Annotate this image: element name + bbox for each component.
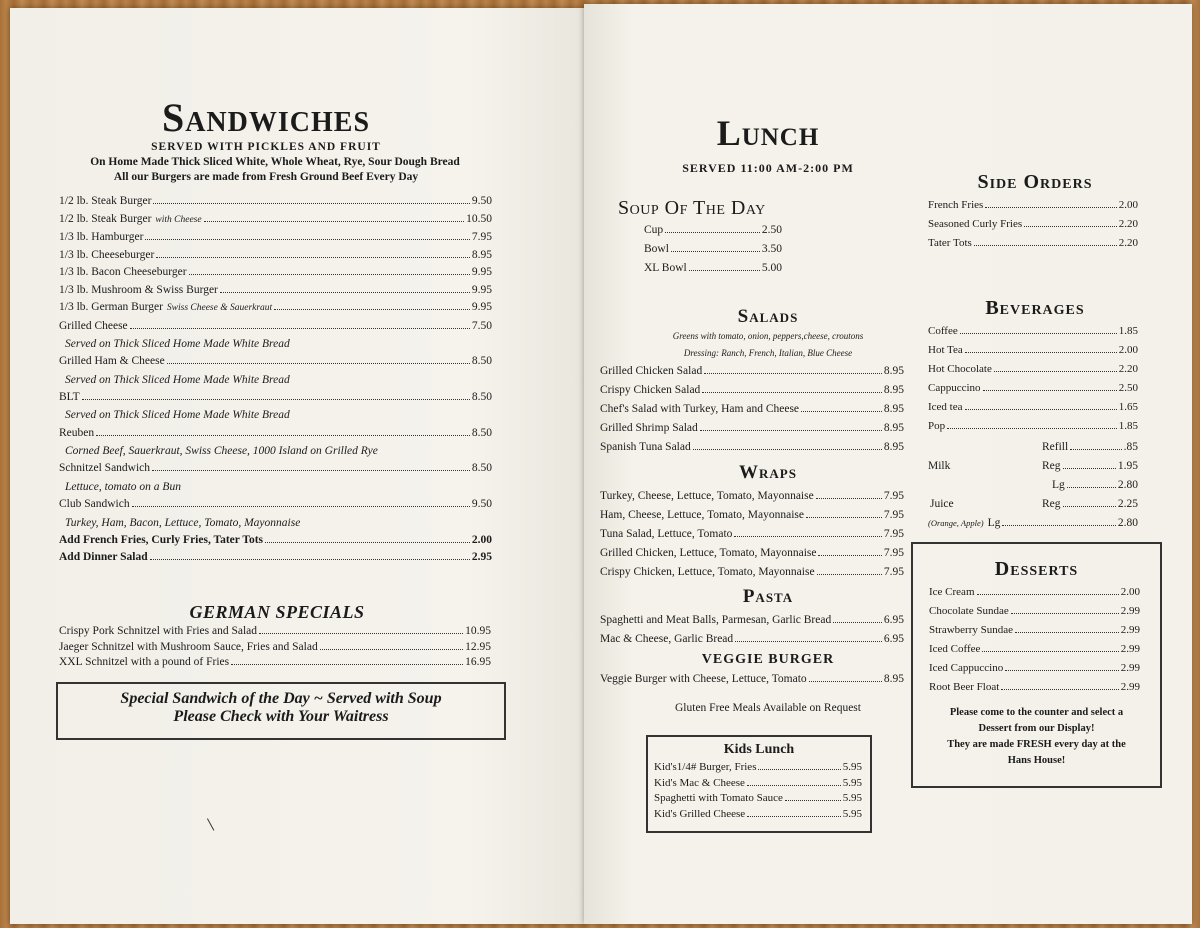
kids-lunch-list: [654, 760, 862, 822]
menu-item-name: French Fries: [928, 199, 984, 211]
german-specials-list: [59, 624, 491, 671]
menu-item-price: 2.00: [1120, 586, 1140, 598]
dot-leader: [960, 333, 1117, 334]
menu-item-name: Kid's1/4# Burger, Fries: [654, 761, 757, 773]
sandwiches-served-line: SERVED WITH PICKLES AND FRUIT: [151, 141, 381, 153]
menu-item-name: Kid's Grilled Cheese: [654, 807, 746, 820]
dot-leader: [265, 542, 470, 543]
dot-leader: [758, 769, 840, 770]
menu-item-name: Grilled Chicken Salad: [600, 365, 703, 377]
dot-leader: [153, 203, 469, 204]
beverage-refill-row: [928, 438, 1138, 456]
menu-item-price: 9.50: [471, 498, 492, 511]
menu-item-row: [929, 678, 1140, 697]
menu-item-row: [929, 640, 1140, 659]
dot-leader: [985, 207, 1116, 208]
menu-item-name: Club Sandwich: [59, 498, 130, 511]
menu-item-name: Chef's Salad with Turkey, Ham and Cheese: [600, 403, 800, 415]
dot-leader: [320, 649, 463, 650]
dot-leader: [1005, 670, 1119, 671]
menu-item-row: [928, 341, 1138, 360]
kids-lunch-box: [646, 735, 872, 833]
dot-leader: [1001, 689, 1118, 690]
menu-item-price: 8.50: [471, 462, 492, 475]
desserts-hans-house-note: Hans House!: [1007, 755, 1066, 766]
salads-title: Salads: [737, 306, 799, 327]
menu-item-row: [59, 640, 491, 656]
menu-item-name: Hot Chocolate: [928, 363, 992, 375]
menu-item-row: [600, 487, 904, 506]
menu-item-price: 8.95: [883, 422, 904, 434]
dot-leader: [977, 594, 1119, 595]
menu-item-row: [929, 659, 1140, 678]
menu-item-name: Spaghetti and Meat Balls, Parmesan, Garlic Bread: [600, 614, 832, 626]
menu-item-row: [644, 240, 782, 259]
menu-item-row: [59, 532, 492, 550]
milk-lg-label: Lg: [1052, 479, 1065, 491]
dot-leader: [801, 411, 882, 412]
dot-leader: [156, 257, 470, 258]
menu-item-row: [600, 506, 904, 525]
milk-label: Milk: [928, 460, 951, 472]
menu-item-name: Spaghetti with Tomato Sauce: [654, 792, 783, 804]
dot-leader: [274, 309, 470, 310]
menu-item-name: 1/3 lb. Cheeseburger: [59, 248, 155, 261]
special-sandwich-box: [56, 682, 506, 740]
veggie-burger-title: VEGGIE BURGER: [701, 652, 835, 667]
dot-leader: [818, 555, 881, 556]
menu-item-price: 16.95: [465, 656, 491, 668]
menu-item-price: 8.95: [883, 365, 904, 377]
item-description: Corned Beef, Sauerkraut, Swiss Cheese, 1000 Island on Grilled Rye: [65, 445, 378, 458]
menu-item-name: 1/3 lb. Bacon Cheeseburger: [59, 266, 187, 278]
juice-reg-price: 2.25: [1117, 498, 1138, 510]
menu-item-row: [928, 360, 1138, 379]
menu-item-name: Jaeger Schnitzel with Mushroom Sauce, Fries and Salad: [59, 640, 318, 653]
salads-list: [600, 362, 904, 457]
menu-item-price: 6.95: [883, 633, 904, 645]
menu-item-note: with Cheese: [155, 214, 202, 225]
menu-item-name: 1/2 lb. Steak Burger: [59, 195, 152, 207]
menu-item-row: [928, 322, 1138, 341]
menu-item-row: [600, 611, 904, 630]
menu-item-price: 7.95: [883, 547, 904, 559]
menu-item-price: 2.50: [761, 224, 782, 236]
item-description: Turkey, Ham, Bacon, Lettuce, Tomato, Mayonnaise: [65, 516, 301, 529]
menu-item-name: Ice Cream: [929, 586, 975, 598]
menu-item-row: [600, 544, 904, 563]
menu-item-row: [928, 234, 1138, 253]
wraps-title: Wraps: [739, 462, 797, 483]
menu-item-price: 5.95: [842, 776, 862, 789]
menu-item-price: 5.00: [761, 262, 782, 274]
menu-item-name: Mac & Cheese, Garlic Bread: [600, 633, 734, 645]
menu-item-price: 10.95: [465, 625, 491, 637]
menu-item-row: [59, 282, 492, 300]
menu-item-price: 5.95: [842, 807, 862, 820]
menu-item-name: Turkey, Cheese, Lettuce, Tomato, Mayonnaise: [600, 490, 814, 502]
item-description: Served on Thick Sliced Home Made White Bread: [65, 409, 290, 422]
menu-item-row: [928, 196, 1138, 215]
dot-leader: [665, 232, 760, 233]
menu-item-price: 7.95: [883, 528, 904, 540]
menu-item-row: [928, 417, 1138, 436]
menu-item-price: 7.95: [471, 231, 492, 243]
menu-item-row: [928, 379, 1138, 398]
menu-item-name: Veggie Burger with Cheese, Lettuce, Tomato: [600, 673, 807, 685]
dot-leader: [816, 498, 882, 499]
dot-leader: [145, 239, 469, 240]
menu-item-row: [600, 630, 904, 649]
menu-item-row: [928, 398, 1138, 417]
menu-item-name: Spanish Tuna Salad: [600, 441, 691, 453]
menu-item-name: Schnitzel Sandwich: [59, 462, 151, 475]
juice-reg-label: Reg: [1042, 498, 1061, 510]
sandwiches-title: Sandwiches: [161, 95, 371, 140]
lunch-title: Lunch: [716, 113, 820, 153]
menu-item-price: 6.95: [883, 614, 904, 626]
menu-item-row: [929, 621, 1140, 640]
menu-item-price: 1.85: [1118, 325, 1138, 337]
menu-item-price: 3.50: [761, 243, 782, 255]
menu-item-name: Grilled Chicken, Lettuce, Tomato, Mayonnaise: [600, 547, 817, 559]
dot-leader: [671, 251, 760, 252]
item-description: Served on Thick Sliced Home Made White Bread: [65, 338, 290, 350]
menu-item-name: Strawberry Sundae: [929, 624, 1014, 636]
dot-leader: [734, 536, 881, 537]
pasta-list: [600, 611, 904, 649]
desserts-fresh-note: They are made FRESH every day at the: [947, 739, 1126, 750]
sandwiches-burger-line: All our Burgers are made from Fresh Ground Beef Every Day: [113, 171, 419, 183]
dot-leader: [965, 409, 1117, 410]
menu-item-name: Iced Cappuccino: [929, 662, 1004, 674]
menu-item-name: Grilled Cheese: [59, 319, 128, 332]
gluten-free-note: Gluten Free Meals Available on Request: [675, 702, 861, 714]
dot-leader: [189, 274, 470, 275]
menu-item-name: XL Bowl: [644, 262, 687, 274]
menu-item-row: [59, 460, 492, 478]
side-orders-list: [928, 196, 1138, 253]
wraps-list: [600, 487, 904, 582]
menu-item-price: 8.95: [883, 673, 904, 685]
dot-leader: [96, 435, 470, 436]
dot-leader: [982, 651, 1118, 652]
menu-item-price: 2.20: [1118, 363, 1138, 375]
side-orders-title: Side Orders: [977, 171, 1093, 193]
soup-title: Soup Of The Day: [618, 197, 766, 219]
beverages-title: Beverages: [985, 297, 1085, 319]
menu-item-row: [59, 624, 491, 640]
menu-item-row: [929, 602, 1140, 621]
menu-item-price: 2.00: [1118, 199, 1138, 211]
menu-item-price: 2.99: [1120, 643, 1140, 655]
menu-item-name: 1/2 lb. Steak Burger: [59, 212, 152, 225]
item-description: Served on Thick Sliced Home Made White Bread: [65, 373, 290, 386]
menu-item-price: 7.50: [471, 319, 492, 332]
handwritten-mark: \: [204, 813, 217, 837]
menu-item-price: 2.99: [1120, 624, 1140, 636]
juice-lg-label: Lg: [987, 517, 1001, 529]
menu-item-row: [59, 655, 491, 671]
menu-item-row: [654, 760, 862, 776]
menu-item-price: 12.95: [465, 640, 491, 653]
dot-leader: [947, 428, 1117, 429]
menu-item-price: 8.95: [883, 384, 904, 396]
desserts-list: [929, 583, 1140, 697]
menu-item-row: [59, 211, 492, 230]
menu-item-name: Grilled Ham & Cheese: [59, 355, 165, 368]
menu-item-name: Grilled Shrimp Salad: [600, 422, 698, 434]
beverage-juice-row: [928, 495, 1138, 513]
menu-item-name: Crispy Chicken, Lettuce, Tomato, Mayonnaise: [600, 566, 815, 578]
menu-item-name: Hot Tea: [928, 344, 963, 356]
dot-leader: [130, 328, 470, 329]
menu-item-name: Iced Coffee: [929, 643, 981, 655]
menu-item-price: 7.95: [883, 566, 904, 578]
dot-leader: [1015, 632, 1119, 633]
menu-item-row: [59, 549, 492, 567]
menu-item-name: Tuna Salad, Lettuce, Tomato: [600, 528, 733, 540]
lunch-served-hours: SERVED 11:00 AM-2:00 PM: [682, 161, 854, 175]
menu-item-price: 2.95: [471, 551, 492, 564]
dot-leader: [259, 633, 463, 634]
menu-item-row: [644, 259, 782, 278]
menu-item-name: Bowl: [644, 243, 669, 255]
dot-leader: [735, 641, 882, 642]
menu-item-price: 2.99: [1120, 662, 1140, 674]
menu-item-name: Reuben: [59, 426, 95, 439]
menu-item-row: [59, 496, 492, 514]
menu-item-row: [59, 264, 492, 282]
menu-item-row: [654, 807, 862, 823]
dot-leader: [785, 800, 841, 801]
menu-item-price: 7.95: [883, 509, 904, 521]
menu-item-price: 2.00: [1118, 344, 1138, 356]
menu-item-note: Swiss Cheese & Sauerkraut: [166, 303, 273, 313]
menu-item-row: [59, 425, 492, 443]
salads-description: Greens with tomato, onion, peppers,cheese, croutons: [672, 331, 864, 341]
menu-item-name: Chocolate Sundae: [929, 605, 1009, 617]
german-specials-title: GERMAN SPECIALS: [189, 602, 365, 622]
beverage-milk-row: [928, 457, 1138, 475]
menu-item-price: 8.50: [471, 426, 492, 439]
menu-item-row: [600, 400, 904, 419]
menu-item-name: Iced tea: [928, 401, 963, 413]
beverage-juice-lg-row: [928, 514, 1138, 532]
dot-leader: [974, 245, 1117, 246]
menu-item-row: [600, 362, 904, 381]
menu-item-name: BLT: [59, 390, 80, 403]
menu-item-price: 2.20: [1118, 237, 1138, 249]
menu-item-row: [59, 299, 492, 318]
menu-item-price: 2.00: [471, 533, 492, 546]
menu-item-row: [600, 438, 904, 457]
beverage-milk-lg-row: [928, 476, 1138, 494]
desserts-title: Desserts: [994, 558, 1079, 580]
dot-leader: [220, 292, 470, 293]
veggie-burger-list: [600, 670, 904, 689]
menu-item-row: [928, 215, 1138, 234]
menu-item-row: [59, 389, 492, 407]
dot-leader: [150, 559, 470, 560]
menu-item-name: Cup: [644, 224, 664, 236]
menu-item-price: 8.50: [471, 355, 492, 368]
dot-leader: [965, 352, 1117, 353]
menu-item-price: 7.95: [883, 490, 904, 502]
menu-item-price: 8.95: [883, 403, 904, 415]
dot-leader: [231, 664, 463, 665]
menu-item-row: [600, 419, 904, 438]
menu-item-name: 1/3 lb. German Burger: [59, 301, 163, 313]
dot-leader: [700, 430, 882, 431]
menu-item-name: Add Dinner Salad: [59, 551, 148, 564]
dot-leader: [983, 390, 1117, 391]
menu-item-name: Ham, Cheese, Lettuce, Tomato, Mayonnaise: [600, 509, 805, 521]
menu-item-name: 1/3 lb. Hamburger: [59, 231, 144, 243]
dot-leader: [806, 517, 882, 518]
desserts-counter-note: Please come to the counter and select a: [949, 707, 1124, 718]
menu-item-name: Crispy Pork Schnitzel with Fries and Salad: [59, 625, 258, 637]
menu-item-row: [59, 193, 492, 211]
dot-leader: [994, 371, 1117, 372]
menu-item-name: Coffee: [928, 325, 958, 337]
menu-item-name: 1/3 lb. Mushroom & Swiss Burger: [59, 283, 218, 296]
desserts-display-note: Dessert from our Display!: [978, 723, 1095, 734]
menu-item-price: 9.50: [471, 195, 492, 207]
dot-leader: [747, 785, 841, 786]
special-sandwich-line: Special Sandwich of the Day ~ Served with Soup: [120, 690, 442, 707]
menu-right-page: [584, 4, 1192, 924]
menu-item-price: 9.95: [471, 266, 492, 278]
dot-leader: [704, 373, 882, 374]
menu-item-price: 8.95: [471, 248, 492, 261]
menu-item-price: 2.50: [1118, 382, 1138, 394]
dot-leader: [1011, 613, 1119, 614]
dot-leader: [702, 392, 882, 393]
menu-item-price: 5.95: [842, 792, 862, 804]
menu-item-name: Kid's Mac & Cheese: [654, 776, 745, 789]
dot-leader: [204, 221, 465, 222]
menu-item-row: [600, 670, 904, 689]
menu-item-name: Cappuccino: [928, 382, 981, 394]
pasta-title: Pasta: [742, 586, 794, 607]
beverages-list: [928, 322, 1138, 436]
menu-item-price: 9.95: [471, 301, 492, 313]
dot-leader: [833, 622, 882, 623]
menu-item-price: 8.50: [471, 390, 492, 403]
refill-label: Refill: [1042, 441, 1069, 453]
sandwiches-list: [59, 193, 492, 567]
menu-item-price: 1.65: [1118, 401, 1138, 413]
dot-leader: [132, 506, 470, 507]
menu-item-name: Tater Tots: [928, 237, 972, 249]
menu-item-price: 9.95: [471, 283, 492, 296]
milk-reg-price: 1.95: [1117, 460, 1138, 472]
menu-item-row: [654, 776, 862, 792]
milk-reg-label: Reg: [1042, 460, 1061, 472]
menu-item-name: XXL Schnitzel with a pound of Fries: [59, 656, 230, 668]
menu-item-name: Crispy Chicken Salad: [600, 384, 701, 396]
menu-item-price: 1.85: [1118, 420, 1138, 432]
menu-item-price: 8.95: [883, 441, 904, 453]
menu-item-price: 2.99: [1120, 681, 1140, 693]
desserts-box: [911, 542, 1162, 788]
milk-lg-price: 2.80: [1117, 479, 1138, 491]
dot-leader: [689, 270, 760, 271]
dot-leader: [167, 363, 470, 364]
menu-item-name: Root Beer Float: [929, 681, 1000, 693]
dot-leader: [82, 399, 470, 400]
kids-lunch-title: Kids Lunch: [723, 742, 795, 757]
item-description: Lettuce, tomato on a Bun: [65, 480, 181, 493]
menu-item-row: [59, 247, 492, 265]
menu-item-row: [59, 229, 492, 247]
menu-item-price: 10.50: [466, 212, 492, 225]
menu-item-row: [600, 381, 904, 400]
menu-item-name: Add French Fries, Curly Fries, Tater Tots: [59, 533, 264, 546]
special-waitress-line: Please Check with Your Waitress: [173, 708, 389, 725]
menu-item-row: [654, 791, 862, 807]
dot-leader: [817, 574, 882, 575]
sandwiches-bread-line: On Home Made Thick Sliced White, Whole Wheat, Rye, Sour Dough Bread: [90, 156, 460, 168]
menu-item-row: [929, 583, 1140, 602]
dot-leader: [809, 681, 882, 682]
menu-item-name: Seasoned Curly Fries: [928, 218, 1023, 230]
dot-leader: [747, 816, 841, 817]
juice-label: Juice: [930, 498, 954, 510]
dot-leader: [693, 449, 882, 450]
dot-leader: [152, 470, 470, 471]
juice-lg-price: 2.80: [1117, 517, 1138, 529]
menu-item-row: [59, 353, 492, 371]
menu-item-price: 2.20: [1118, 218, 1138, 230]
menu-item-row: [600, 525, 904, 544]
juice-flavors-note: (Orange, Apple): [928, 518, 984, 528]
salads-dressing: Dressing: Ranch, French, Italian, Blue Cheese: [683, 348, 853, 358]
menu-item-name: Pop: [928, 420, 946, 432]
menu-item-row: [59, 318, 492, 336]
menu-item-row: [600, 563, 904, 582]
menu-item-row: [644, 221, 782, 240]
menu-item-price: 2.99: [1120, 605, 1140, 617]
menu-item-price: 5.95: [842, 761, 862, 773]
dot-leader: [1024, 226, 1117, 227]
menu-left-page: [10, 8, 584, 924]
refill-price: .85: [1123, 441, 1138, 453]
soup-list: [644, 221, 782, 278]
